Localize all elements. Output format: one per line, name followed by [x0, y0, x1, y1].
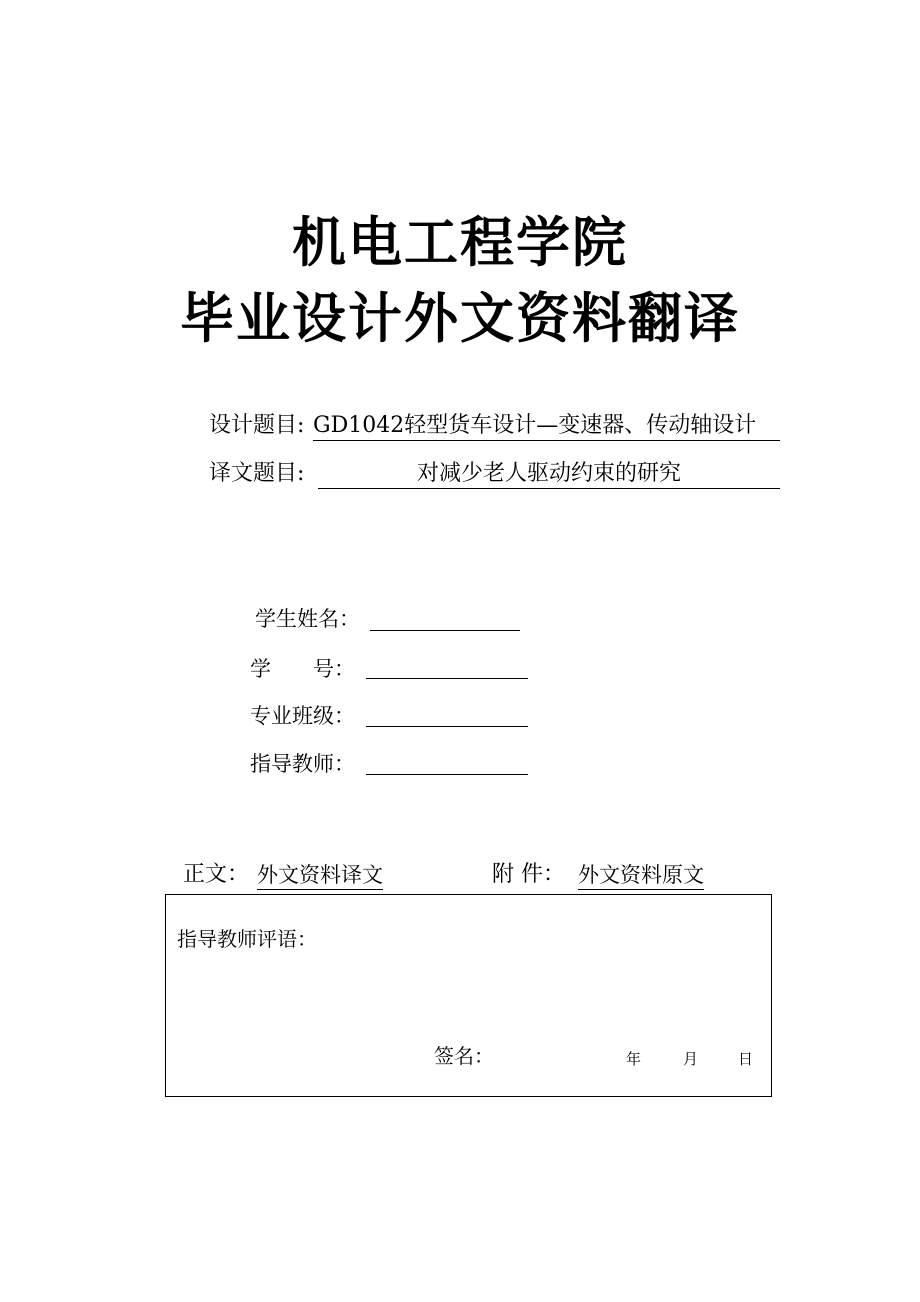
student-id-label: 学 号： — [250, 657, 355, 681]
body-value: 外文资料译文 — [257, 861, 383, 890]
class-label: 专业班级： — [250, 704, 355, 728]
date-day: 日 — [738, 1050, 754, 1068]
page-subtitle: 毕业设计外文资料翻译 — [180, 287, 740, 350]
attachment-label: 附 件： — [492, 862, 565, 887]
advisor-comment-label: 指导教师评语： — [177, 927, 317, 951]
advisor-blank — [366, 774, 528, 775]
date-month: 月 — [683, 1050, 699, 1068]
date-year: 年 — [626, 1050, 642, 1068]
advisor-comment-box — [165, 894, 772, 1097]
attachment-value: 外文资料原文 — [578, 861, 704, 890]
design-topic-value: GD1042轻型货车设计—变速器、传动轴设计 — [313, 412, 780, 441]
design-topic-label: 设计题目: — [209, 413, 305, 438]
advisor-label: 指导教师： — [250, 752, 355, 776]
signature-label: 签名： — [434, 1044, 494, 1068]
student-name-label: 学生姓名： — [255, 607, 360, 631]
page-title: 机电工程学院 — [292, 211, 628, 274]
translation-topic-value: 对减少老人驱动约束的研究 — [318, 460, 780, 489]
student-name-blank — [370, 630, 520, 631]
student-id-blank — [366, 678, 528, 679]
class-blank — [366, 726, 528, 727]
translation-topic-label: 译文题目: — [209, 461, 305, 486]
body-label: 正文： — [183, 862, 250, 887]
